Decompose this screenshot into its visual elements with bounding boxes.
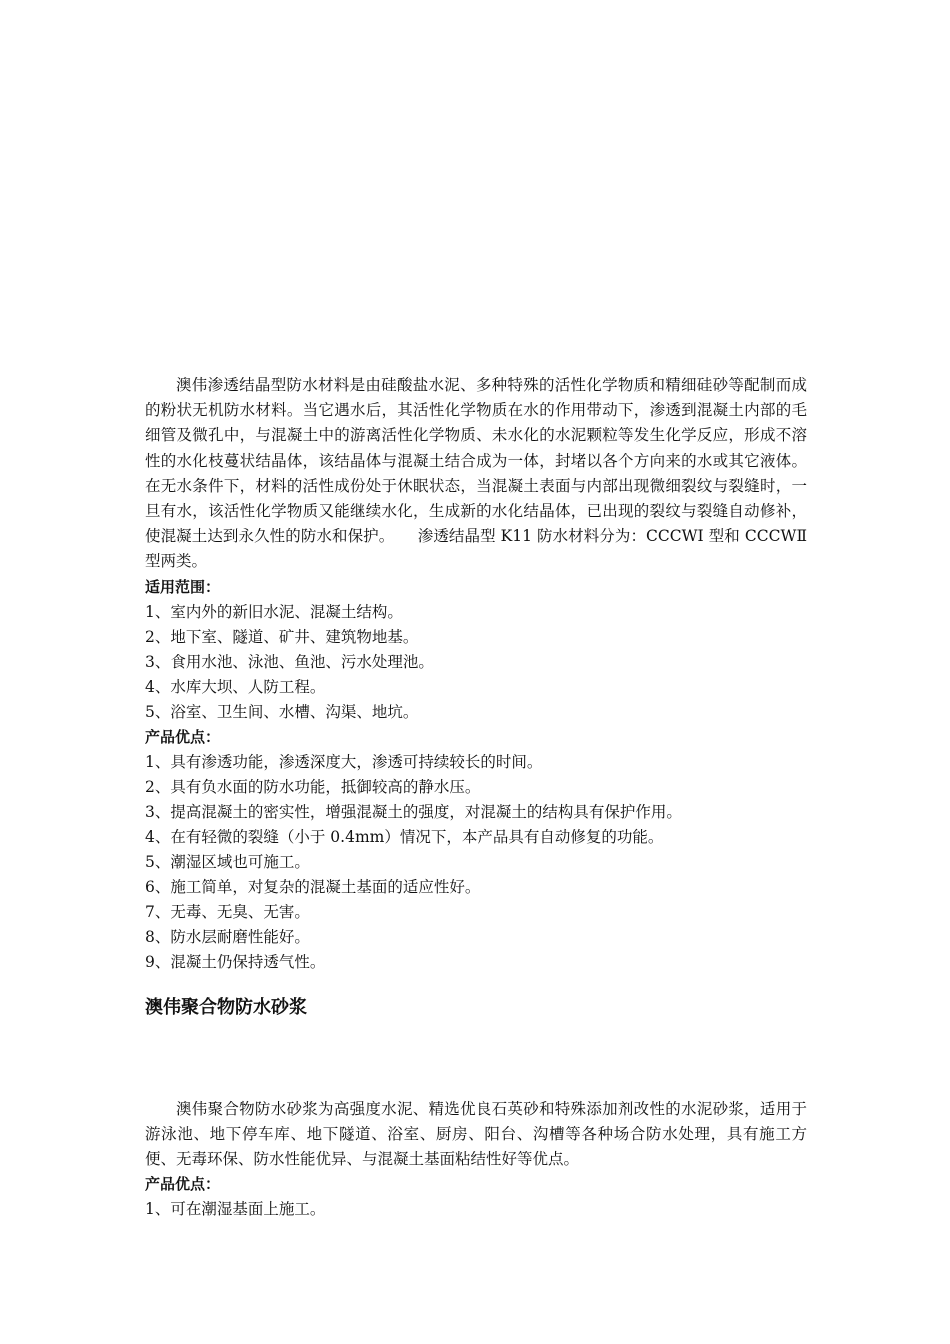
scope-label: 适用范围： [145, 577, 221, 596]
document-content [145, 373, 807, 1222]
section1-intro-paragraph: 澳伟渗透结晶型防水材料是由硅酸盐水泥、多种特殊的活性化学物质和精细硅砂等配制而成的粉状无机防水材料。当它遇水后，其活性化学物质在水的作用带动下，渗透到混凝土内部的毛细管及微孔中，与混凝土中的游离活性化学物质、未水化的水泥颗粒等发生化学反应，形成不溶性的水化枝蔓状结晶体，该结晶体与混凝土结合成为一体，封堵以各个方向来的水或其它液体。在无水条件下，材料的活性成份处于休眠状态，当混凝土表面与内部出现微细裂纹与裂缝时，一旦有水，该活性化学物质又能继续水化，生成新的水化结晶体，已出现的裂纹与裂缝自动修补，使混凝土达到永久性的防水和保护。 渗透结晶型 K11 防水材料分为：CCCWI 型和 CCCWⅡ 型两类。 [145, 376, 807, 571]
list-item: 2、具有负水面的防水功能，抵御较高的静水压。 [145, 777, 481, 796]
scope-list [145, 600, 807, 725]
section2-title: 澳伟聚合物防水砂浆 [145, 996, 307, 1018]
list-item: 5、潮湿区域也可施工。 [145, 852, 310, 871]
section2-advantages-list [145, 1197, 807, 1222]
advantages-label: 产品优点： [145, 727, 221, 746]
list-item: 8、防水层耐磨性能好。 [145, 927, 310, 946]
list-item: 4、在有轻微的裂缝（小于 0.4mm）情况下，本产品具有自动修复的功能。 [145, 827, 664, 846]
list-item: 4、水库大坝、人防工程。 [145, 677, 326, 696]
list-item: 6、施工简单，对复杂的混凝土基面的适应性好。 [145, 877, 481, 896]
list-item: 5、浴室、卫生间、水槽、沟渠、地坑。 [145, 702, 419, 721]
list-item: 3、提高混凝土的密实性，增强混凝土的强度，对混凝土的结构具有保护作用。 [145, 802, 682, 821]
list-item: 3、食用水池、泳池、鱼池、污水处理池。 [145, 652, 434, 671]
list-item: 1、室内外的新旧水泥、混凝土结构。 [145, 602, 403, 621]
list-item: 1、可在潮湿基面上施工。 [145, 1200, 326, 1219]
advantages-list [145, 750, 807, 975]
list-item: 1、具有渗透功能，渗透深度大，渗透可持续较长的时间。 [145, 752, 543, 771]
list-item: 7、无毒、无臭、无害。 [145, 902, 310, 921]
list-item: 9、混凝土仍保持透气性。 [145, 952, 326, 971]
section2-advantages-label: 产品优点： [145, 1175, 221, 1194]
list-item: 2、地下室、隧道、矿井、建筑物地基。 [145, 627, 419, 646]
section2-intro-paragraph: 澳伟聚合物防水砂浆为高强度水泥、精选优良石英砂和特殊添加剂改性的水泥砂浆，适用于游泳池、地下停车库、地下隧道、浴室、厨房、阳台、沟槽等各种场合防水处理，具有施工方便、无毒环保、防水性能优异、与混凝土基面粘结性好等优点。 [145, 1099, 807, 1169]
